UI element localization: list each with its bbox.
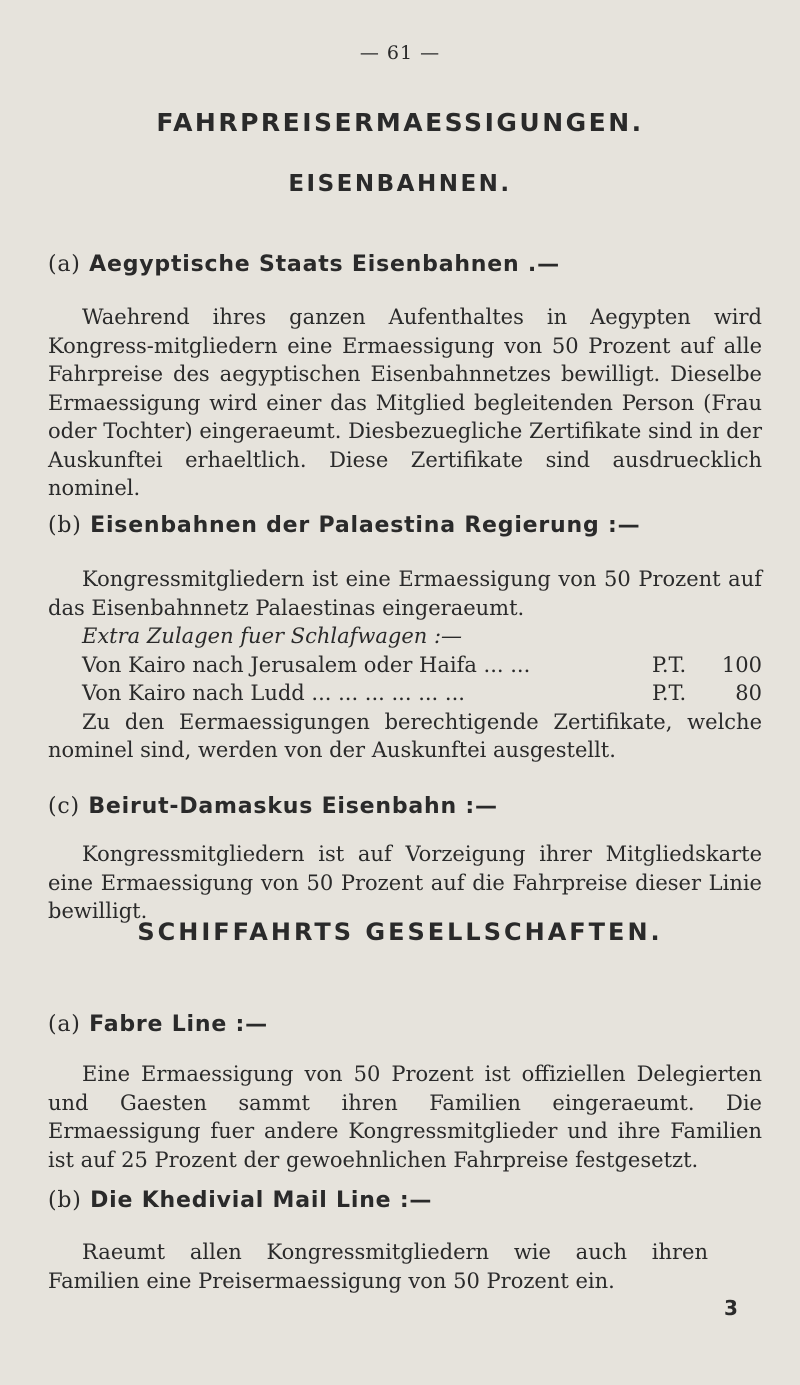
- ship-a-heading: [48, 1012, 268, 1037]
- section-c-heading: [48, 794, 498, 819]
- section-b-text-block: [48, 565, 762, 765]
- fare-amount: 80: [735, 681, 762, 705]
- ship-b-label: (b): [48, 1188, 82, 1213]
- ship-a-text-block: [48, 1060, 762, 1174]
- fare-currency: P.T.: [652, 681, 687, 705]
- ship-b-heading: [48, 1188, 432, 1213]
- page-number: — 61 —: [359, 42, 441, 64]
- fare-amount: 100: [721, 652, 762, 677]
- ship-b-title: Die Khedivial Mail Line :—: [90, 1188, 433, 1213]
- signature-mark: 3: [724, 1296, 738, 1320]
- section-c-paragraph: Kongressmitgliedern ist auf Vorzeigung ihrer Mitgliedskarte eine Ermaessigung von 50 Prozent auf die Fahrpreise dieser Linie bewilligt.: [48, 842, 762, 923]
- fare-currency: P.T.: [652, 652, 687, 677]
- ship-a-title: Fabre Line :—: [89, 1012, 268, 1037]
- section-c-label: (c): [48, 794, 80, 819]
- section-a-paragraph: Waehrend ihres ganzen Aufenthaltes in Aegypten wird Kongress-mitgliedern eine Ermaessigung von 50 Prozent auf alle Fahrpreise des aegyptischen Eisenbahnnetzes bewilligt. Dieselbe Ermaessigung wird einer das Mitglied begleitenden Person (Frau oder Tochter) eingeraeumt. Diesbezuegliche Zertifikate sind in der Auskunftei erhaeltlich. Diese Zertifikate sind ausdruecklich nominel.: [48, 305, 762, 500]
- section-b-heading: [48, 513, 640, 538]
- ship-a-label: (a): [48, 1012, 81, 1037]
- section-b-paragraph: Kongressmitgliedern ist eine Ermaessigung von 50 Prozent auf das Eisenbahnnetz Palaestinas eingeraeumt.: [48, 567, 762, 620]
- fare-row: [48, 679, 762, 708]
- ship-a-paragraph: Eine Ermaessigung von 50 Prozent ist offiziellen Delegierten und Gaesten sammt ihren Familien eingeraeumt. Die Ermaessigung fuer andere Kongressmitglieder und ihre Familien ist auf 25 Prozent der gewoehnlichen Fahrpreise festgesetzt.: [48, 1062, 762, 1172]
- fare-route: Von Kairo nach Jerusalem oder Haifa ... ...: [82, 652, 531, 677]
- section-c-text-block: [48, 840, 762, 926]
- document-title: FAHRPREISERMAESSIGUNGEN.: [156, 108, 644, 137]
- section-b-title: Eisenbahnen der Palaestina Regierung :—: [90, 513, 641, 538]
- shipping-section-title: SCHIFFAHRTS GESELLSCHAFTEN.: [137, 918, 663, 946]
- sleeping-car-title: Extra Zulagen fuer Schlafwagen :—: [82, 624, 463, 648]
- section-a-title: Aegyptische Staats Eisenbahnen .—: [89, 252, 560, 277]
- ship-b-text-block: [48, 1238, 708, 1295]
- section-c-title: Beirut-Damaskus Eisenbahn :—: [88, 794, 498, 819]
- section-a-heading: [48, 252, 560, 277]
- section-b-label: (b): [48, 513, 82, 538]
- fare-row: [48, 651, 762, 680]
- fare-route: Von Kairo nach Ludd ... ... ... ... ... ...: [82, 681, 465, 705]
- railway-section-title: EISENBAHNEN.: [288, 171, 512, 197]
- section-b-note: Zu den Eermaessigungen berechtigende Zertifikate, welche nominel sind, werden von der Auskunftei ausgestellt.: [48, 709, 762, 762]
- section-a-text-block: [48, 303, 762, 503]
- ship-b-paragraph: Raeumt allen Kongressmitgliedern wie auch ihren Familien eine Preisermaessigung von 50 Prozent ein.: [48, 1240, 708, 1293]
- section-a-label: (a): [48, 252, 81, 277]
